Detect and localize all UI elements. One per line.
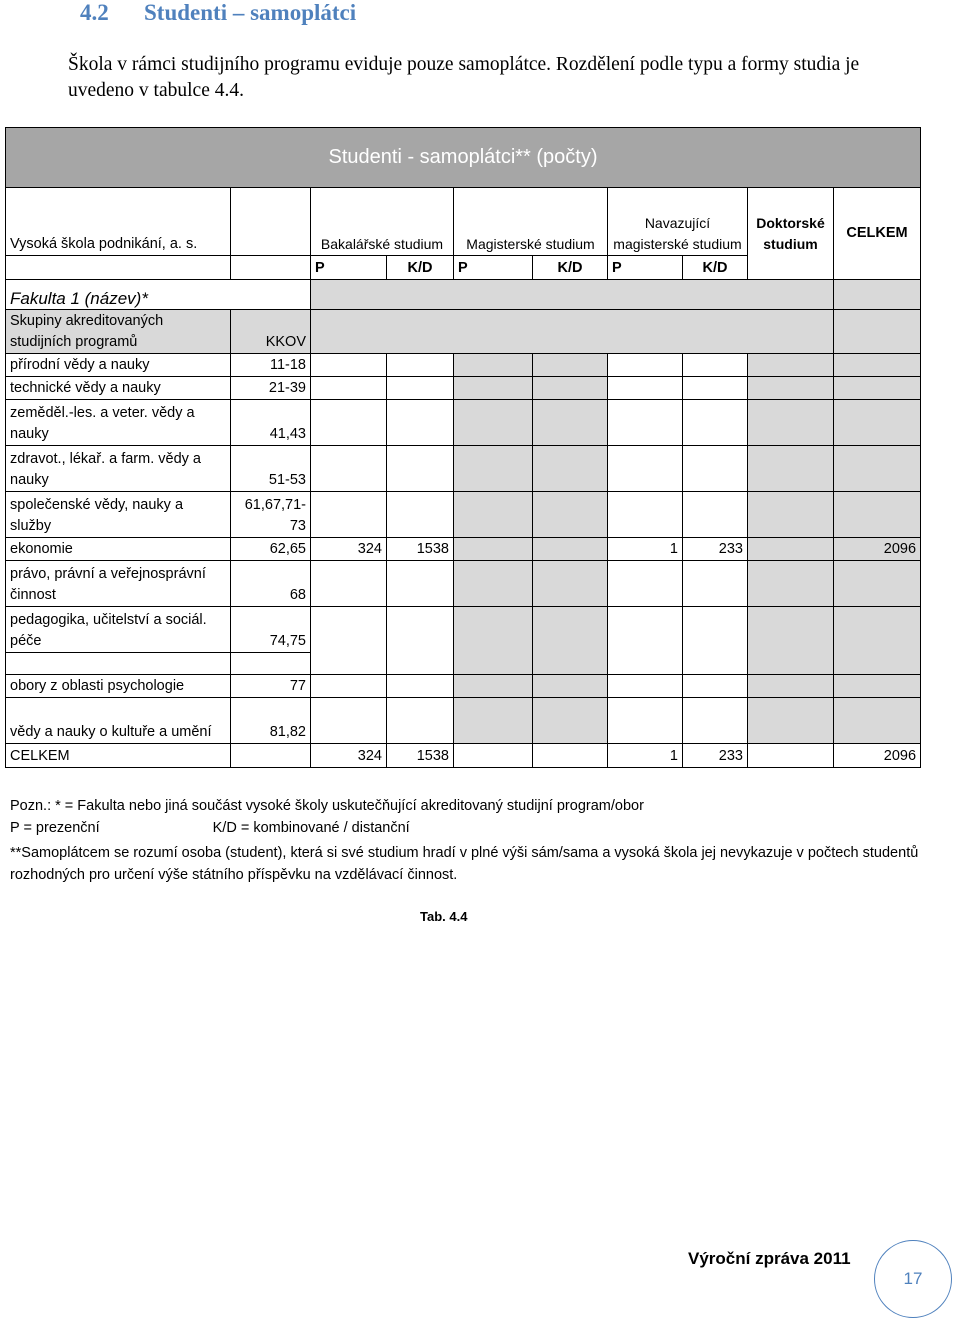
note-faculty: Pozn.: * = Fakulta nebo jiná součást vysoké školy uskutečňující akreditovaný studijní program/obor — [10, 798, 644, 814]
follow-kd — [683, 607, 748, 675]
total-bachelor-kd: 1538 — [387, 744, 454, 768]
follow-kd — [683, 698, 748, 744]
follow-kd — [683, 446, 748, 492]
bachelor-kd — [387, 377, 454, 400]
master-kd — [533, 492, 608, 538]
follow-kd — [683, 675, 748, 698]
subheader-blank-2 — [231, 256, 311, 280]
note-kd: K/D = kombinované / distanční — [212, 820, 410, 836]
master-kd — [533, 698, 608, 744]
faculty-fill — [311, 280, 834, 310]
table-title: Studenti - samoplátci** (počty) — [6, 128, 921, 188]
spacer-cell-2 — [231, 653, 311, 675]
follow-p — [608, 675, 683, 698]
table-row — [6, 675, 921, 698]
group-name: pedagogika, učitelství a sociál. péče — [6, 607, 231, 653]
subheader-blank — [6, 256, 231, 280]
row-total — [834, 607, 921, 675]
bachelor-p: 324 — [311, 538, 387, 561]
follow-p-header: P — [608, 256, 683, 280]
row-total — [834, 698, 921, 744]
group-kkov: 81,82 — [231, 698, 311, 744]
group-name: společenské vědy, nauky a služby — [6, 492, 231, 538]
follow-p — [608, 400, 683, 446]
table-row — [6, 538, 921, 561]
master-p — [454, 607, 533, 675]
table-row — [6, 354, 921, 377]
doctoral — [748, 400, 834, 446]
bachelor-kd — [387, 675, 454, 698]
row-total — [834, 675, 921, 698]
group-name: zdravot., lékař. a farm. vědy a nauky — [6, 446, 231, 492]
follow-p — [608, 492, 683, 538]
master-kd — [533, 538, 608, 561]
doctoral — [748, 377, 834, 400]
follow-p — [608, 607, 683, 675]
section-heading — [80, 0, 356, 26]
table-row — [6, 492, 921, 538]
group-kkov: 21-39 — [231, 377, 311, 400]
section-title: Studenti – samoplátci — [144, 0, 357, 25]
row-total — [834, 354, 921, 377]
bachelor-p — [311, 698, 387, 744]
group-kkov: 68 — [231, 561, 311, 607]
master-kd — [533, 561, 608, 607]
bachelor-p — [311, 446, 387, 492]
doctoral — [748, 561, 834, 607]
header-total: CELKEM — [834, 188, 921, 280]
master-p — [454, 561, 533, 607]
page-number-text: 17 — [903, 1269, 923, 1288]
total-doctoral — [748, 744, 834, 768]
doctoral — [748, 675, 834, 698]
bachelor-kd-header: K/D — [387, 256, 454, 280]
note-self-payer: **Samoplátcem se rozumí osoba (student), která si své studium hradí v plné výši sám/sama a vysoká škola jej nevykazuje v počtech studentů rozhodných pro určení výše státního příspěvku na vzdělávací činnost. — [10, 845, 919, 883]
bachelor-p — [311, 561, 387, 607]
group-name: vědy a nauky o kultuře a umění — [6, 698, 231, 744]
master-kd — [533, 675, 608, 698]
table-row — [6, 561, 921, 607]
table-row — [6, 377, 921, 400]
groups-total-fill — [834, 310, 921, 354]
groups-row — [6, 310, 921, 354]
follow-p — [608, 377, 683, 400]
total-sum: 2096 — [834, 744, 921, 768]
bachelor-kd — [387, 446, 454, 492]
master-kd — [533, 377, 608, 400]
bachelor-kd: 1538 — [387, 538, 454, 561]
header-row — [6, 188, 921, 256]
note-p: P = prezenční — [10, 820, 100, 836]
total-master-kd — [533, 744, 608, 768]
master-kd — [533, 607, 608, 675]
group-name: technické vědy a nauky — [6, 377, 231, 400]
row-total — [834, 400, 921, 446]
row-total — [834, 377, 921, 400]
bachelor-kd — [387, 354, 454, 377]
master-p — [454, 446, 533, 492]
table-row — [6, 400, 921, 446]
bachelor-kd — [387, 400, 454, 446]
row-total — [834, 561, 921, 607]
bachelor-kd — [387, 492, 454, 538]
group-name: přírodní vědy a nauky — [6, 354, 231, 377]
bachelor-p — [311, 354, 387, 377]
follow-p — [608, 561, 683, 607]
table-notes — [10, 795, 930, 886]
master-p — [454, 698, 533, 744]
follow-kd — [683, 400, 748, 446]
total-bachelor-p: 324 — [311, 744, 387, 768]
students-table — [5, 127, 921, 768]
intro-paragraph: Škola v rámci studijního programu eviduje pouze samoplátce. Rozdělení podle typu a formy studia je uvedeno v tabulce 4.4. — [68, 54, 860, 101]
follow-p — [608, 446, 683, 492]
group-kkov: 61,67,71-73 — [231, 492, 311, 538]
group-kkov: 74,75 — [231, 607, 311, 653]
bachelor-p — [311, 377, 387, 400]
bachelor-p — [311, 607, 387, 675]
section-number: 4.2 — [80, 0, 109, 25]
follow-kd-header: K/D — [683, 256, 748, 280]
total-follow-p: 1 — [608, 744, 683, 768]
bachelor-p-header: P — [311, 256, 387, 280]
master-kd — [533, 354, 608, 377]
bachelor-kd — [387, 698, 454, 744]
bachelor-p — [311, 675, 387, 698]
table-row — [6, 698, 921, 744]
header-follow-master: Navazující magisterské studium — [608, 188, 748, 256]
group-kkov: 11-18 — [231, 354, 311, 377]
bachelor-kd — [387, 561, 454, 607]
group-name: zeměděl.-les. a veter. vědy a nauky — [6, 400, 231, 446]
follow-kd — [683, 377, 748, 400]
footer-report-title: Výroční zpráva 2011 — [688, 1249, 851, 1268]
total-follow-kd: 233 — [683, 744, 748, 768]
total-kkov — [231, 744, 311, 768]
follow-kd — [683, 561, 748, 607]
table-row — [6, 607, 921, 653]
group-kkov: 51-53 — [231, 446, 311, 492]
follow-p — [608, 354, 683, 377]
follow-kd — [683, 354, 748, 377]
master-p-header: P — [454, 256, 533, 280]
follow-kd — [683, 492, 748, 538]
header-spacer — [231, 188, 311, 256]
table-caption: Tab. 4.4 — [420, 909, 468, 924]
master-kd-header: K/D — [533, 256, 608, 280]
group-name: ekonomie — [6, 538, 231, 561]
bachelor-p — [311, 492, 387, 538]
follow-p — [608, 698, 683, 744]
page-number — [874, 1240, 952, 1318]
title-row — [6, 128, 921, 188]
group-name: obory z oblasti psychologie — [6, 675, 231, 698]
doctoral — [748, 492, 834, 538]
table-row — [6, 446, 921, 492]
groups-fill — [311, 310, 834, 354]
group-kkov: 77 — [231, 675, 311, 698]
total-row — [6, 744, 921, 768]
total-label: CELKEM — [6, 744, 231, 768]
header-bachelor: Bakalářské studium — [311, 188, 454, 256]
faculty-total-fill — [834, 280, 921, 310]
master-p — [454, 400, 533, 446]
master-p — [454, 377, 533, 400]
group-kkov: 62,65 — [231, 538, 311, 561]
kkov-label: KKOV — [231, 310, 311, 354]
doctoral — [748, 538, 834, 561]
master-kd — [533, 446, 608, 492]
header-doctoral: Doktorské studium — [748, 188, 834, 280]
doctoral — [748, 607, 834, 675]
note-forms — [10, 817, 930, 839]
master-p — [454, 538, 533, 561]
group-name: právo, právní a veřejnosprávní činnost — [6, 561, 231, 607]
master-kd — [533, 400, 608, 446]
spacer-cell — [6, 653, 231, 675]
bachelor-p — [311, 400, 387, 446]
faculty-row — [6, 280, 921, 310]
groups-label: Skupiny akreditovaných studijních programů — [6, 310, 231, 354]
row-total: 2096 — [834, 538, 921, 561]
follow-kd: 233 — [683, 538, 748, 561]
follow-p: 1 — [608, 538, 683, 561]
faculty-name: Fakulta 1 (název)* — [6, 280, 311, 310]
doctoral — [748, 698, 834, 744]
school-name: Vysoká škola podnikání, a. s. — [6, 188, 231, 256]
total-master-p — [454, 744, 533, 768]
bachelor-kd — [387, 607, 454, 675]
header-master: Magisterské studium — [454, 188, 608, 256]
master-p — [454, 675, 533, 698]
doctoral — [748, 354, 834, 377]
master-p — [454, 492, 533, 538]
doctoral — [748, 446, 834, 492]
row-total — [834, 446, 921, 492]
row-total — [834, 492, 921, 538]
master-p — [454, 354, 533, 377]
group-kkov: 41,43 — [231, 400, 311, 446]
